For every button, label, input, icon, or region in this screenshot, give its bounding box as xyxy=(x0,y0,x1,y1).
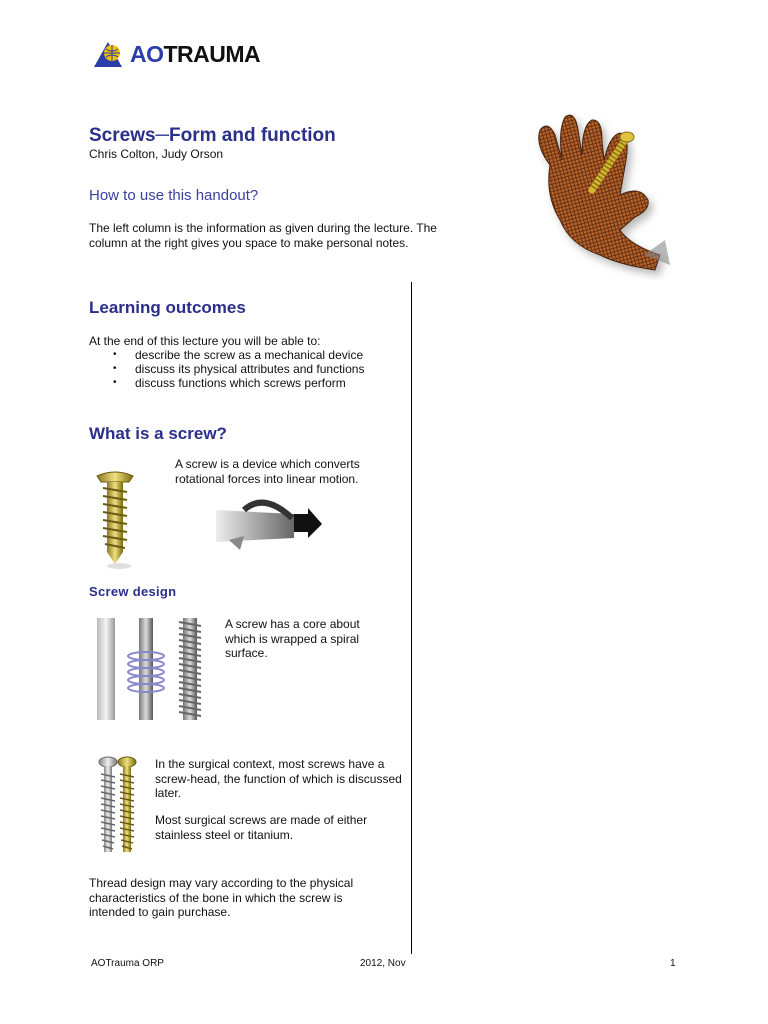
how-to-text: The left column is the information as given during the lecture. The column at the right gives you space to make personal notes. xyxy=(89,221,437,250)
screw-core-spiral-image xyxy=(95,618,210,724)
screw-design-text: A screw has a core about which is wrapped a spiral surface. xyxy=(225,617,360,660)
authors: Chris Colton, Judy Orson xyxy=(89,147,224,161)
learning-list xyxy=(89,348,409,390)
rotation-arrow-image xyxy=(214,496,326,554)
thread-design-text: Thread design may vary according to the physical characteristics of the bone in which the screw is intended to gain purchase. xyxy=(89,876,354,919)
screw-design-heading: Screw design xyxy=(89,584,177,599)
gold-screw-image xyxy=(93,470,137,570)
list-item: • discuss functions which screws perform xyxy=(89,376,409,390)
how-to-heading: How to use this handout? xyxy=(89,187,259,204)
footer-left: AOTrauma ORP xyxy=(91,958,164,969)
surgical-text-1: In the surgical context, most screws have a screw-head, the function of which is discussed later. xyxy=(155,757,402,800)
ao-logo-icon xyxy=(92,40,126,68)
learning-intro: At the end of this lecture you will be able to: xyxy=(89,334,321,348)
page-number: 1 xyxy=(670,958,676,969)
page-title: Screws─Form and function xyxy=(89,125,336,146)
glove-screw-illustration xyxy=(520,105,680,280)
what-is-text: A screw is a device which converts rotational forces into linear motion. xyxy=(175,457,360,486)
footer-date: 2012, Nov xyxy=(360,958,406,969)
what-is-heading: What is a screw? xyxy=(89,424,227,443)
surgical-screws-image xyxy=(97,756,139,856)
logo xyxy=(92,40,292,70)
logo-ao: AO xyxy=(130,41,164,67)
surgical-text-2: Most surgical screws are made of either stainless steel or titanium. xyxy=(155,813,368,842)
list-item: • discuss its physical attributes and functions xyxy=(89,362,409,376)
list-item: • describe the screw as a mechanical device xyxy=(89,348,409,362)
learning-heading: Learning outcomes xyxy=(89,298,246,317)
logo-trauma: TRAUMA xyxy=(163,41,261,67)
column-divider xyxy=(411,282,412,954)
